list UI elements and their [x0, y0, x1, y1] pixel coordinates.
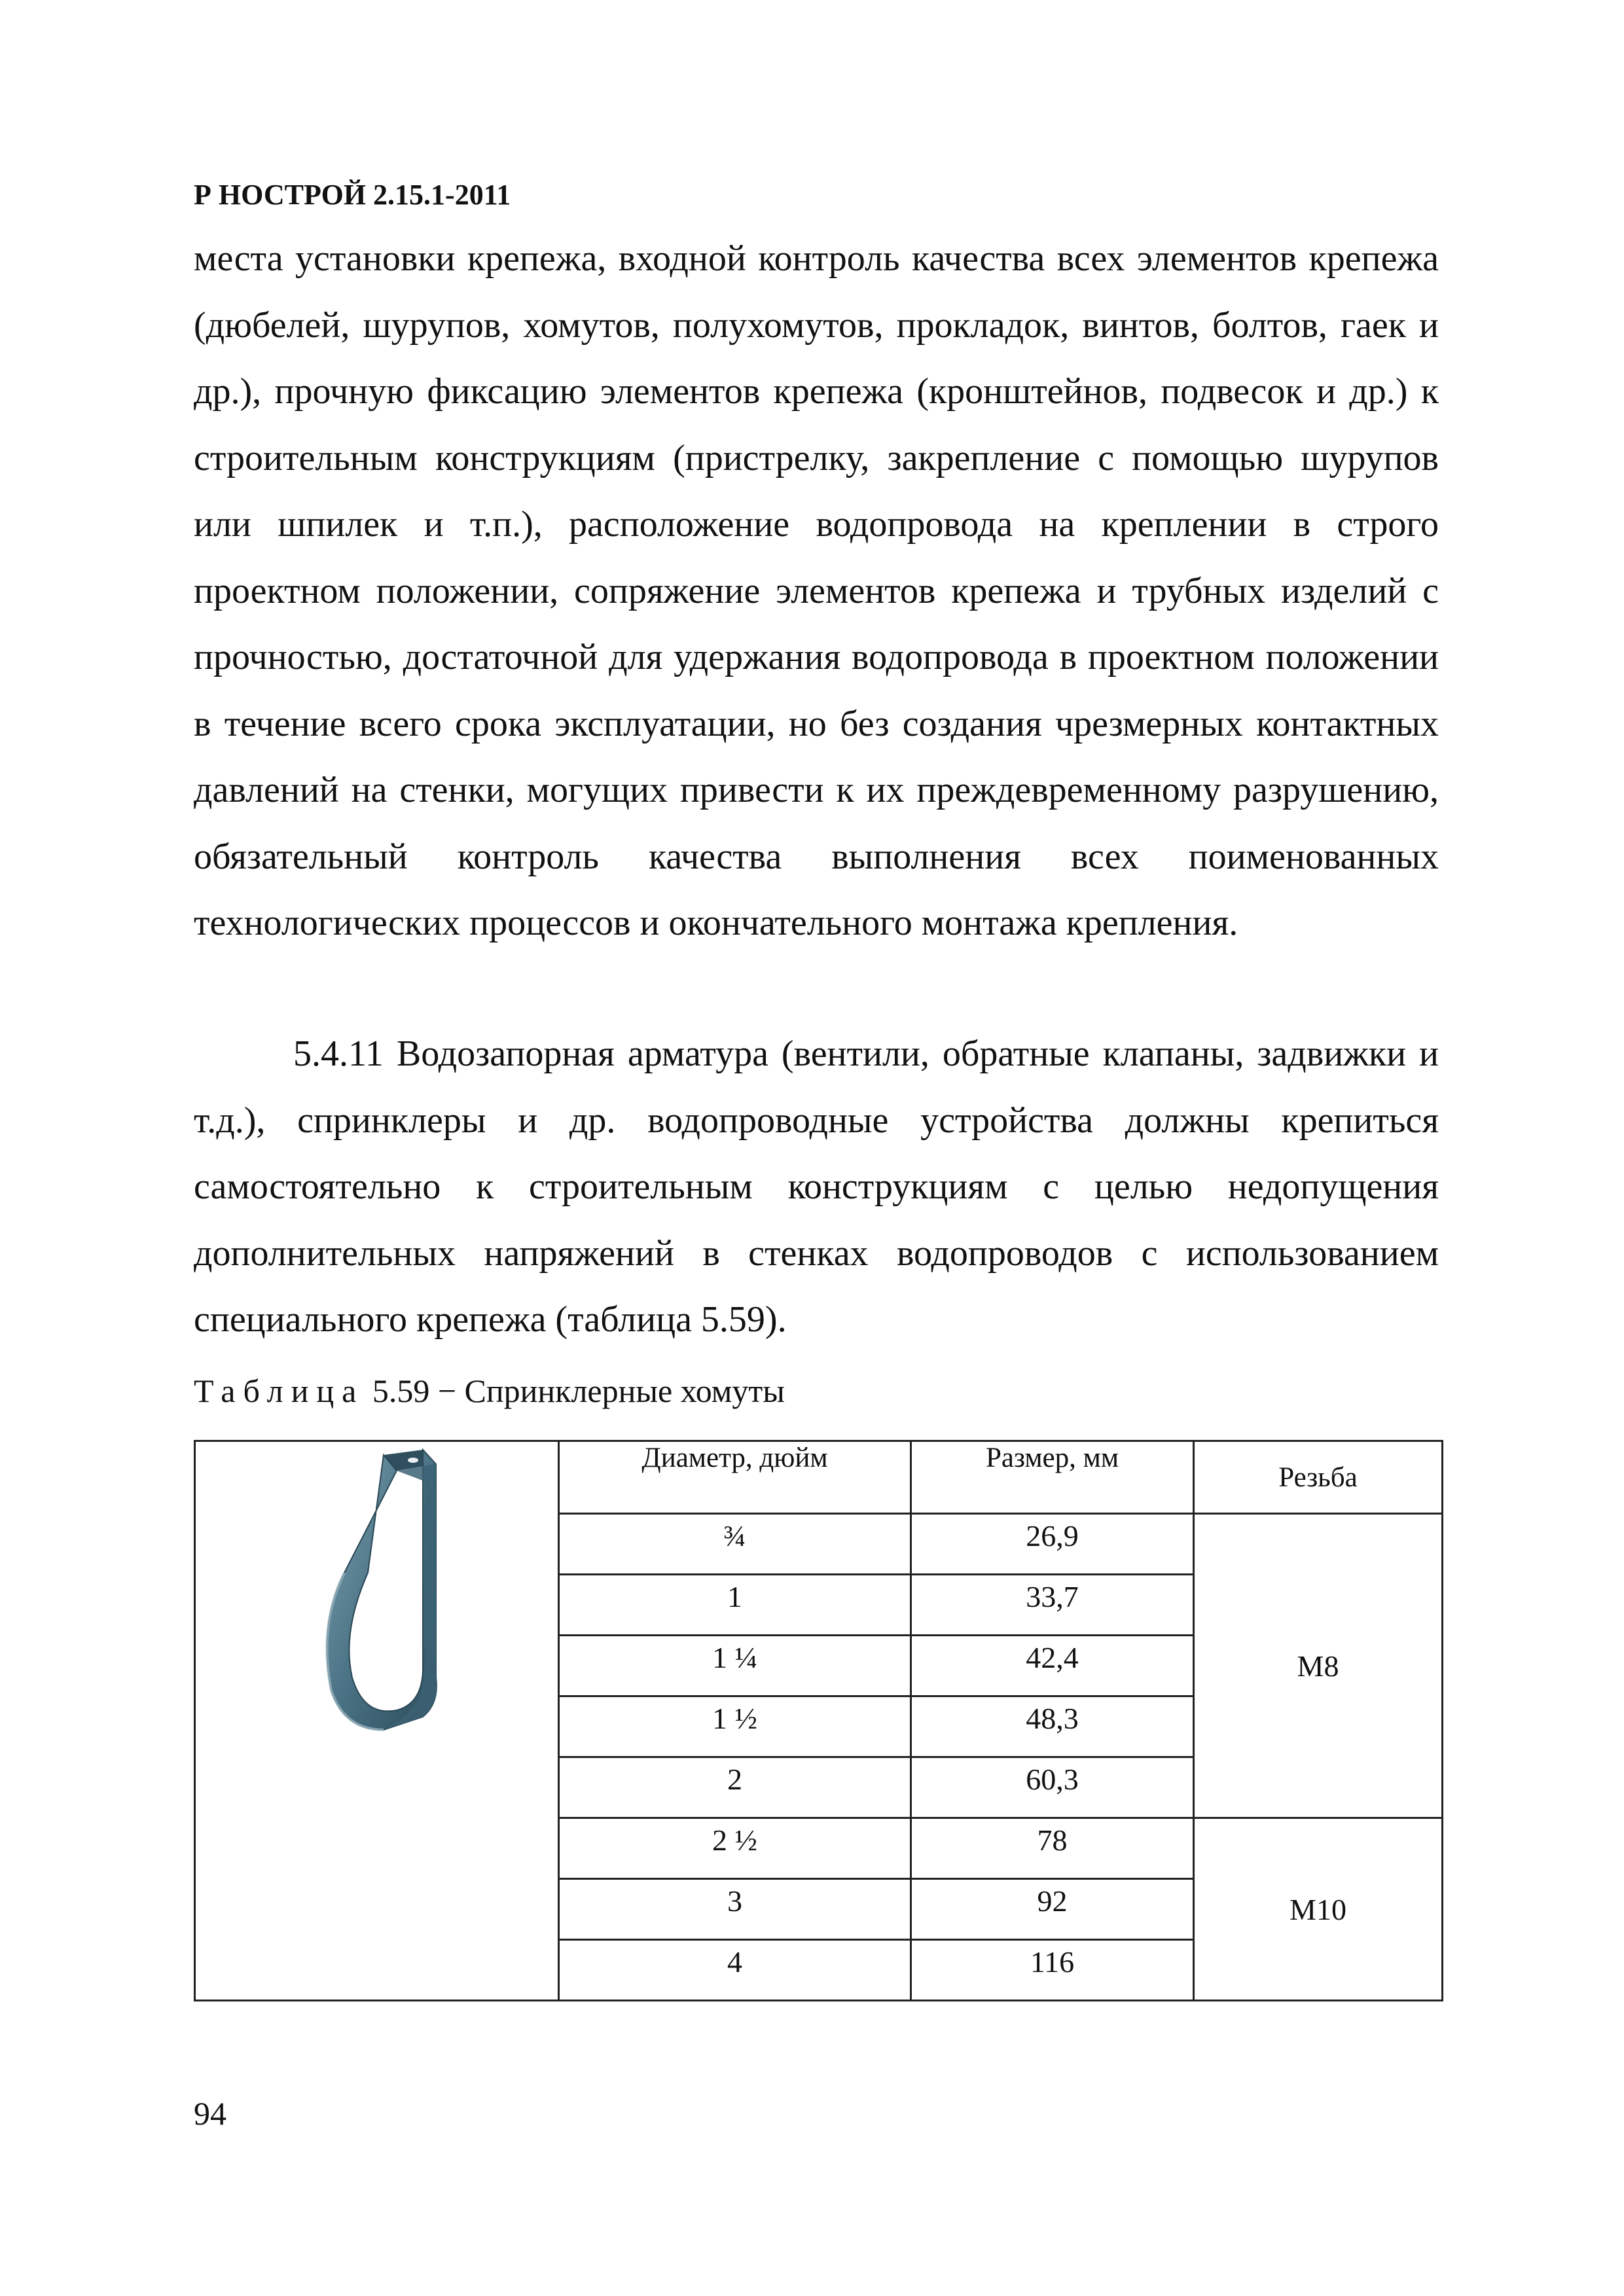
size-cell: 26,9 [911, 1514, 1194, 1575]
size-cell: 60,3 [911, 1757, 1194, 1818]
sprinkler-clamp-table [194, 1440, 1443, 2001]
size-cell: 42,4 [911, 1636, 1194, 1696]
diameter-cell: 3 [559, 1879, 911, 1940]
diameter-cell: ¾ [559, 1514, 911, 1575]
table-caption-label: Таблица [194, 1372, 365, 1409]
diameter-cell: 1 ¼ [559, 1636, 911, 1696]
document-code: Р НОСТРОЙ 2.15.1-2011 [194, 179, 511, 211]
header-diameter: Диаметр, дюйм [559, 1441, 911, 1514]
diameter-cell: 4 [559, 1940, 911, 2001]
diameter-cell: 1 [559, 1575, 911, 1636]
size-cell: 116 [911, 1940, 1194, 2001]
paragraph-1: места установки крепежа, входной контроль качества всех элементов крепежа (дюбелей, шурупов, хомутов, полухомутов, прокладок, винтов, болтов, гаек и др.), прочную фиксацию элементов крепежа (кронштейнов, подвесок и др.) к строительным конструкциям (пристрелку, закрепление с помощью шурупов или шпилек и т.п.), расположение водопровода на креплении в строго проектном положении, сопряжение элементов крепежа и трубных изделий с прочностью, достаточной для удержания водопровода в проектном положении в течение всего срока эксплуатации, но без создания чрезмерных контактных давлений на стенки, могущих привести к их преждевременному разрушению, обязательный контроль качества выполнения всех поименованных технологических процессов и окончательного монтажа крепления. [194, 238, 1439, 943]
diameter-cell: 2 [559, 1757, 911, 1818]
size-cell: 78 [911, 1818, 1194, 1879]
table-header-row [195, 1441, 1443, 1514]
size-cell: 92 [911, 1879, 1194, 1940]
paragraph-2: 5.4.11 Водозапорная арматура (вентили, обратные клапаны, задвижки и т.д.), спринклеры и др. водопроводные устройства должны крепиться самостоятельно к строительным конструкциям с целью недопущения дополнительных напряжений в стенках водопроводов с использованием специального крепежа (таблица 5.59). [194, 1033, 1439, 1340]
clamp-image-cell [195, 1441, 559, 2001]
pipe-hanger-clamp-icon [305, 1442, 449, 1743]
thread-cell-m10: М10 [1194, 1818, 1443, 2001]
page-number: 94 [194, 2095, 226, 2132]
diameter-cell: 2 ½ [559, 1818, 911, 1879]
diameter-cell: 1 ½ [559, 1696, 911, 1757]
header-size: Размер, мм [911, 1441, 1194, 1514]
table-caption [194, 1372, 785, 1410]
header-thread: Резьба [1194, 1441, 1443, 1514]
size-cell: 33,7 [911, 1575, 1194, 1636]
table-caption-text: 5.59 − Спринклерные хомуты [372, 1372, 785, 1409]
size-cell: 48,3 [911, 1696, 1194, 1757]
thread-cell-m8: М8 [1194, 1514, 1443, 1818]
